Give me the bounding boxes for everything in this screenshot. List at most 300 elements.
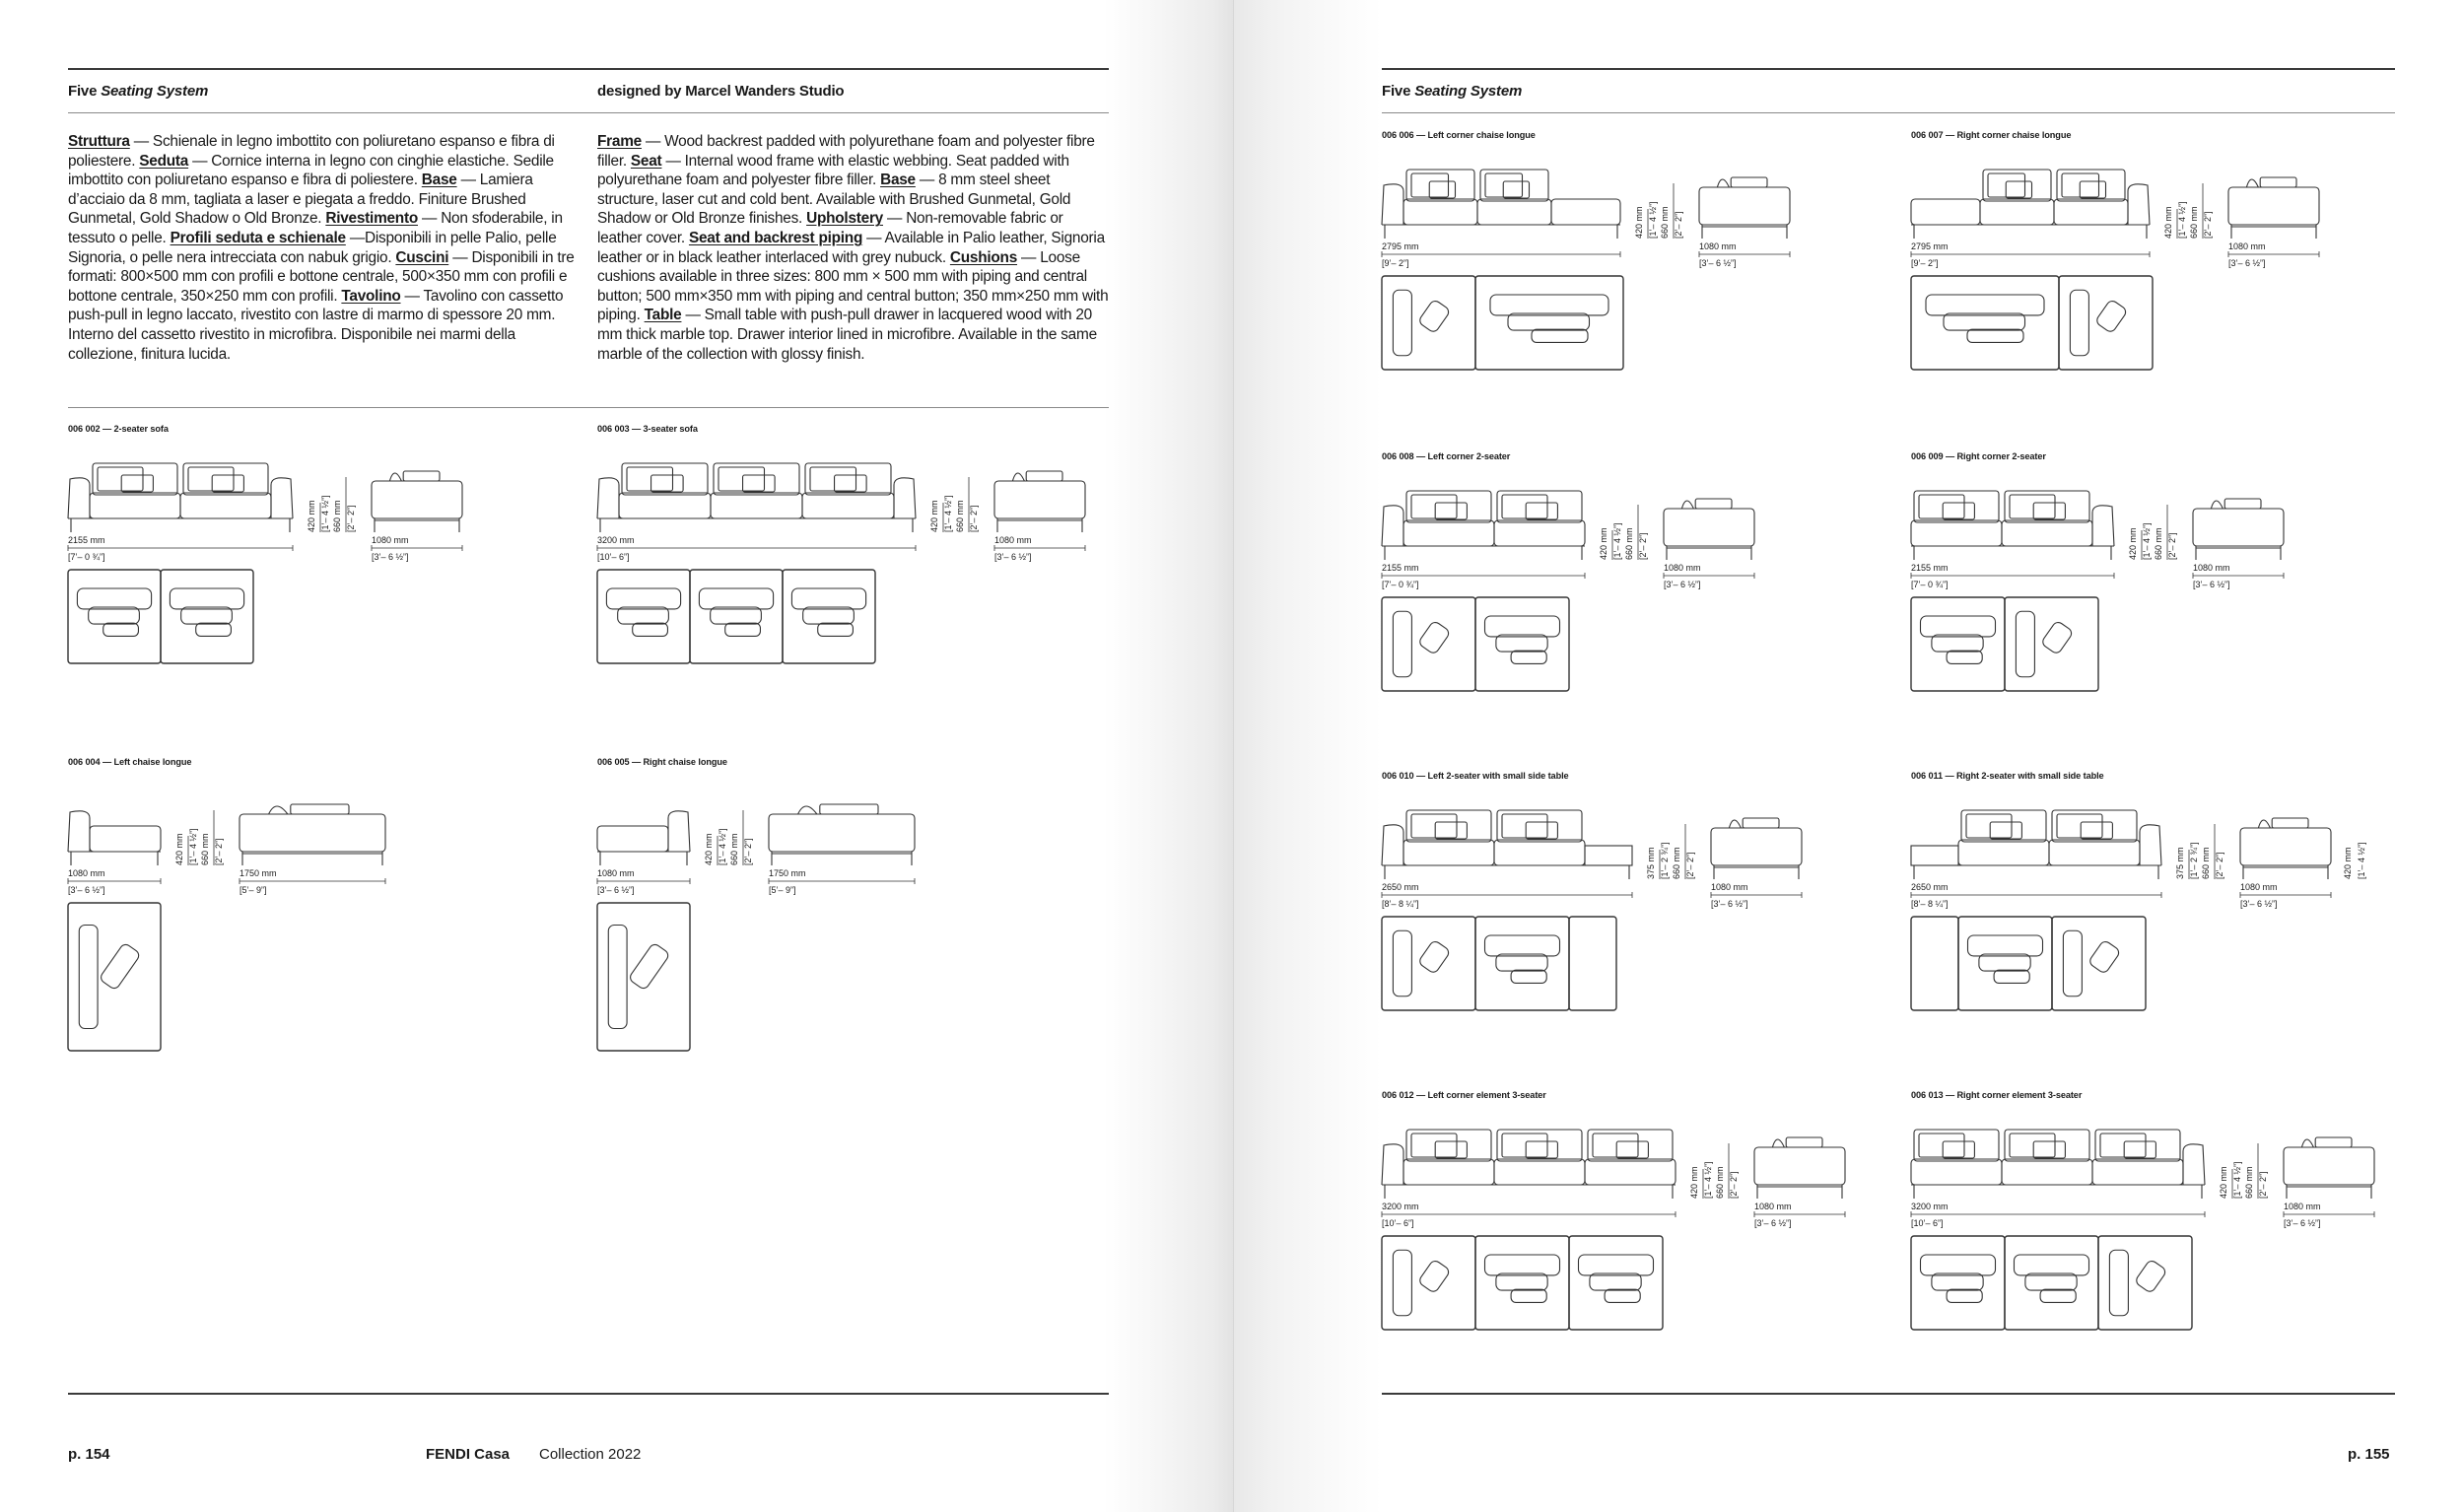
back-cushion (2100, 1134, 2146, 1157)
legs (1914, 546, 2111, 560)
spec-term: Tavolino (341, 287, 401, 305)
pillow-profile (1772, 1139, 1784, 1147)
back-cushion (810, 467, 856, 491)
total-height-mm: 660 mm (1715, 1166, 1725, 1199)
cushion-profile (2272, 818, 2308, 828)
backrest (1497, 1130, 1582, 1161)
chaise-seat (90, 826, 161, 852)
plan-module (1569, 917, 1616, 1010)
header-rule-top (68, 68, 1109, 70)
total-height-imperial: [2’– 2”] (214, 838, 224, 865)
depth-dimension-line (239, 878, 385, 884)
plan-cushion (2040, 620, 2073, 654)
plan-cushion (1508, 313, 1590, 330)
side-elevation (1711, 818, 1802, 879)
spec-text: — Small table with push-pull drawer in lacquered wood with 20 mm thick marble top. Drawer interior lined in microfibre. Available in the same marble of the collection with glossy finish. (597, 307, 1097, 363)
seat-body (1711, 828, 1802, 865)
plan-module (783, 570, 875, 663)
series-title-plain: Five (68, 83, 98, 100)
seat-height-mm: 420 mm (2163, 206, 2173, 239)
product-drawing (597, 796, 1189, 1053)
product-label: 006 009 — Right corner 2-seater (1911, 451, 2046, 461)
seat-cushion (711, 493, 802, 518)
backrest (1497, 810, 1582, 842)
plan-cushion (2094, 299, 2127, 333)
pillow-profile (1729, 820, 1741, 828)
pillow-profile (1681, 501, 1693, 509)
depth-mm: 1080 mm (2284, 1202, 2321, 1211)
seat-height-imperial: [1’– 4 ½”] (1648, 201, 1658, 239)
backrest (714, 463, 799, 495)
legs (2243, 865, 2328, 879)
throw-pillow (835, 475, 867, 492)
depth-imperial: [3’– 6 ½”] (372, 552, 409, 562)
plan-side-back (2016, 611, 2034, 677)
total-height-mm: 660 mm (1672, 847, 1681, 879)
extra-height-mm: 420 mm (2343, 847, 2353, 879)
seat-height-imperial: [1’– 4 ½”] (2232, 1161, 2242, 1199)
spec-text: — Tavolino con cassetto push-pull in legno laccato, rivestito con lastre di marmo di spessore 20 mm. Interno del cassetto rivestito in microfibra. Disponibile nei marmi della collezione, finitura lucida. (68, 287, 564, 363)
spec-term: Seduta (139, 152, 189, 170)
section-rule (68, 407, 1109, 408)
width-imperial: [10’– 6”] (597, 552, 630, 562)
throw-pillow (1503, 181, 1529, 198)
plan-cushion (1590, 1273, 1641, 1290)
plan-pillow (2040, 1289, 2076, 1302)
total-height-mm: 660 mm (729, 833, 739, 865)
plan-cushion (711, 607, 762, 624)
cushion-profile (2315, 1137, 2352, 1147)
total-height-imperial: [2’– 2”] (969, 505, 979, 532)
plan-module (1382, 597, 1475, 691)
seat-cushion (1494, 520, 1585, 546)
throw-pillow (1435, 503, 1467, 519)
width-imperial: [7’– 0 ¾”] (1911, 580, 1949, 589)
legs (71, 518, 290, 532)
front-elevation (68, 811, 161, 865)
width-dimension-line (1382, 892, 1632, 898)
side-table (1911, 846, 1958, 865)
throw-pillow (1943, 1141, 1974, 1158)
plan-cushion (99, 942, 141, 991)
depth-dimension-line (769, 878, 915, 884)
pillow-profile (389, 473, 401, 481)
front-elevation (68, 463, 293, 532)
width-mm: 3200 mm (597, 535, 635, 545)
throw-pillow (1943, 503, 1974, 519)
plan-module (1382, 1236, 1475, 1330)
spec-text: — Internal wood frame with elastic webbing. Seat padded with polyurethane foam and polyester fibre filler. (597, 152, 1069, 189)
plan-backrest (791, 588, 865, 609)
depth-dimension-line (2284, 1211, 2374, 1217)
seat-cushion (1494, 840, 1585, 865)
back-cushion (1919, 1134, 1964, 1157)
spec-text: — Wood backrest padded with polyurethane foam and polyester fibre filler. (597, 133, 1095, 170)
back-cushion (1966, 814, 2012, 838)
spec-text: — Available in Palio leather, Signoria leather or in black leather interlaced with grey nubuck. (597, 229, 1105, 266)
armrest (668, 811, 690, 852)
backrest (1914, 491, 1999, 522)
legs (2196, 546, 2281, 560)
cushion-profile (403, 471, 440, 481)
depth-dimension-line (1711, 892, 1802, 898)
armrest (68, 811, 90, 852)
product-drawing (68, 463, 659, 720)
depth-imperial: [3’– 6 ½”] (1664, 580, 1701, 589)
pillow-profile (798, 806, 817, 814)
throw-pillow (1429, 181, 1455, 198)
plan-module (1911, 597, 2005, 691)
width-imperial: [7’– 0 ¾”] (68, 552, 105, 562)
plan-module (1911, 276, 2059, 370)
depth-mm: 1080 mm (2193, 563, 2230, 573)
cushion-profile (1786, 1137, 1822, 1147)
total-height-imperial: [2’– 2”] (2215, 852, 2224, 879)
plan-side-back (2063, 930, 2082, 997)
plan-pillow (1511, 651, 1546, 663)
plan-pillow (1605, 1289, 1640, 1302)
width-dimension-line (597, 878, 690, 884)
plan-cushion (181, 607, 233, 624)
seat-cushion (180, 493, 271, 518)
side-elevation (1699, 177, 1790, 239)
throw-pillow (2080, 181, 2105, 198)
total-height-imperial: [2’– 2”] (743, 838, 753, 865)
total-height-mm: 660 mm (1660, 206, 1670, 239)
legs (1385, 546, 1582, 560)
width-mm: 2650 mm (1911, 882, 1949, 892)
armrest (2128, 184, 2150, 225)
backrest (1588, 1130, 1673, 1161)
seat-body (239, 814, 385, 852)
width-dimension-line (1911, 251, 2150, 257)
depth-dimension-line (1699, 251, 1790, 257)
plan-cushion (1496, 954, 1547, 971)
chaise-seat (1551, 199, 1620, 225)
seat-body (2193, 509, 2284, 546)
backrest (1497, 491, 1582, 522)
product-drawing (1382, 1130, 1973, 1386)
cushion-profile (1026, 471, 1062, 481)
plan-cushion (628, 942, 670, 991)
depth-mm: 1750 mm (239, 868, 277, 878)
plan-module (2052, 917, 2146, 1010)
total-height-imperial: [2’– 2”] (1685, 852, 1695, 879)
collection-name: Collection 2022 (539, 1446, 642, 1463)
width-mm: 3200 mm (1382, 1202, 1419, 1211)
seat-height-imperial: [1’– 4 ½”] (1612, 522, 1622, 560)
plan-side-back (79, 926, 98, 1029)
plan-module (1382, 276, 1475, 370)
plan-view (597, 570, 875, 663)
side-elevation (769, 804, 915, 865)
throw-pillow (121, 475, 153, 492)
plan-module (68, 570, 161, 663)
plan-module (1475, 597, 1569, 691)
plan-module (2059, 276, 2153, 370)
plan-side-back (1393, 611, 1411, 677)
throw-pillow (2124, 1141, 2155, 1158)
back-cushion (718, 467, 765, 491)
armrest (1382, 184, 1403, 225)
product-label: 006 004 — Left chaise longue (68, 757, 192, 767)
plan-cushion (2087, 939, 2120, 974)
cushion-profile (820, 804, 878, 814)
product-label: 006 011 — Right 2-seater with small side table (1911, 771, 2104, 781)
pillow-profile (2258, 820, 2270, 828)
seat-cushion (1403, 199, 1477, 225)
footer-rule (1382, 1393, 2395, 1395)
seat-height-imperial: [1’– 4 ½”] (320, 495, 330, 532)
plan-view (68, 903, 161, 1051)
backrest (805, 463, 891, 495)
plan-view (1911, 1236, 2192, 1330)
cushion-profile (1731, 177, 1767, 187)
front-elevation (1382, 491, 1585, 560)
cushion-profile (291, 804, 349, 814)
plan-view (1382, 1236, 1663, 1330)
armrest (2140, 825, 2161, 865)
cushion-profile (1743, 818, 1779, 828)
pillow-profile (2211, 501, 2223, 509)
seat-height-mm: 420 mm (1599, 527, 1608, 560)
depth-imperial: [3’– 6 ½”] (2193, 580, 2230, 589)
spec-text: — Schienale in legno imbottito con poliuretano espanso e fibra di poliestere. (68, 133, 555, 170)
series-title (1382, 83, 1522, 100)
plan-backrest (699, 588, 773, 609)
throw-pillow (1616, 1141, 1648, 1158)
seat-height-mm: 420 mm (929, 500, 939, 532)
legs (242, 852, 382, 865)
plan-cushion (803, 607, 855, 624)
plan-module (1911, 1236, 2005, 1330)
total-height-imperial: [2’– 2”] (346, 505, 356, 532)
seat-body (1699, 187, 1790, 225)
throw-pillow (743, 475, 776, 492)
seat-height-imperial: [1’– 4 ½”] (1703, 1161, 1713, 1199)
plan-module (597, 903, 690, 1051)
front-elevation (1382, 810, 1632, 879)
legs (772, 852, 912, 865)
plan-cushion (1417, 939, 1450, 974)
side-elevation (994, 471, 1085, 532)
legs (1385, 225, 1617, 239)
spec-term: Frame (597, 133, 642, 150)
plan-module (2005, 597, 2098, 691)
back-cushion (1411, 495, 1457, 518)
seat-cushion (1585, 1159, 1676, 1185)
total-height-imperial: [2’– 2”] (1674, 211, 1683, 239)
throw-pillow (1435, 822, 1467, 839)
back-cushion (1919, 495, 1964, 518)
width-mm: 2155 mm (1911, 563, 1949, 573)
front-elevation (1911, 810, 2161, 879)
plan-side-back (608, 926, 627, 1029)
spec-term: Cuscini (395, 248, 449, 266)
backrest (2005, 491, 2089, 522)
plan-pillow (725, 623, 761, 636)
brand-name: FENDI Casa (426, 1446, 511, 1463)
header-rule-top (1382, 68, 2395, 70)
side-elevation (239, 804, 385, 865)
total-height-mm: 660 mm (2201, 847, 2211, 879)
width-imperial: [10’– 6”] (1382, 1218, 1414, 1228)
total-height-mm: 660 mm (200, 833, 210, 865)
side-elevation (2284, 1137, 2374, 1199)
plan-backrest (1921, 1255, 1996, 1275)
front-elevation (1382, 1130, 1676, 1199)
seat-height-imperial: [1’– 2 ¾”] (2189, 842, 2199, 879)
width-mm: 2155 mm (68, 535, 105, 545)
total-height-mm: 660 mm (332, 500, 342, 532)
product-label: 006 005 — Right chaise longue (597, 757, 727, 767)
backrest (1406, 170, 1474, 201)
description-english (597, 132, 1110, 364)
plan-backrest (1485, 1255, 1560, 1275)
plan-pillow (1532, 329, 1588, 342)
depth-mm: 1080 mm (1699, 241, 1737, 251)
seat-cushion (2092, 1159, 2183, 1185)
seat-cushion (2054, 199, 2128, 225)
width-mm: 1080 mm (68, 868, 105, 878)
width-mm: 2795 mm (1382, 241, 1419, 251)
seat-height-imperial: [1’– 4 ½”] (2142, 522, 2152, 560)
width-imperial: [8’– 8 ¼”] (1382, 899, 1419, 909)
back-cushion (1411, 814, 1457, 838)
throw-pillow (1435, 1141, 1467, 1158)
cushion-profile (2260, 177, 2296, 187)
plan-cushion (618, 607, 669, 624)
plan-module (68, 903, 161, 1051)
seat-height-mm: 375 mm (2175, 847, 2185, 879)
plan-pillow (103, 623, 139, 636)
plan-cushion (1944, 313, 2025, 330)
total-height-imperial: [2’– 2”] (2258, 1171, 2268, 1199)
plan-module (690, 570, 783, 663)
backrest (183, 463, 268, 495)
spec-text: — 8 mm steel sheet structure, laser cut and cold bent. Available with Brushed Gunmetal, Gold Shadow or Old Bronze finishes. (597, 172, 1071, 228)
throw-pillow (212, 475, 243, 492)
plan-backrest (1921, 616, 1996, 637)
backrest (1480, 170, 1548, 201)
seat-height-mm: 420 mm (1689, 1166, 1699, 1199)
depth-imperial: [3’– 6 ½”] (1754, 1218, 1792, 1228)
width-mm: 3200 mm (1911, 1202, 1949, 1211)
backrest (2005, 1130, 2089, 1161)
plan-view (1911, 917, 2146, 1010)
plan-pillow (1994, 970, 2029, 983)
product-drawing (1382, 170, 1973, 426)
side-table (1585, 846, 1632, 865)
plan-view (1911, 276, 2153, 370)
plan-side-back (2070, 290, 2088, 356)
seat-height-imperial: [1’– 4 ½”] (2177, 201, 2187, 239)
spec-text: — Non sfoderabile, in tessuto o pelle. (68, 210, 563, 246)
product-drawing (1911, 1130, 2463, 1386)
depth-imperial: [5’– 9”] (769, 885, 796, 895)
seat-body (2284, 1147, 2374, 1185)
header-rule-bottom (1382, 112, 2395, 113)
depth-imperial: [3’– 6 ½”] (2284, 1218, 2321, 1228)
series-title (68, 83, 208, 100)
seat-cushion (2002, 520, 2092, 546)
depth-mm: 1080 mm (1754, 1202, 1792, 1211)
side-elevation (1664, 499, 1754, 560)
spec-text: — Disponibili in tre formati: 800×500 mm con profili e bottone centrale, 500×350 mm con profili e bottone centrale, 350×250 mm con profili. (68, 248, 575, 305)
series-title-italic: Seating System (1414, 83, 1523, 100)
width-imperial: [3’– 6 ½”] (68, 885, 105, 895)
plan-side-back (1393, 1250, 1411, 1316)
armrest (1382, 1144, 1403, 1185)
plan-backrest (1968, 935, 2043, 956)
seat-body (372, 481, 462, 518)
width-dimension-line (68, 545, 293, 551)
plan-module (2098, 1236, 2192, 1330)
spec-text: — Lamiera d’acciaio da 8 mm, tagliata a laser e piegata a freddo. Finiture Brushed Gunmetal, Gold Shadow o Old Bronze. (68, 172, 533, 228)
plan-view (68, 570, 253, 663)
backrest (1406, 1130, 1491, 1161)
legs (600, 518, 913, 532)
page-number: p. 154 (68, 1446, 110, 1463)
throw-pillow (2081, 822, 2112, 839)
width-dimension-line (1382, 573, 1585, 579)
plan-cushion (2134, 1259, 2166, 1293)
plan-module (1475, 917, 1569, 1010)
seat-cushion (1911, 1159, 2002, 1185)
spec-text: — Loose cushions available in three sizes: 800 mm × 500 mm with piping and central button; 500 mm×350 mm with piping and central button; 350 mm×250 mm with piping. (597, 248, 1109, 324)
seat-height-mm: 375 mm (1646, 847, 1656, 879)
armrest (2092, 506, 2114, 546)
plan-backrest (2015, 1255, 2089, 1275)
side-elevation (2228, 177, 2319, 239)
spec-term: Rivestimento (325, 210, 418, 228)
throw-pillow (1526, 822, 1557, 839)
plan-module (161, 570, 253, 663)
plan-backrest (1579, 1255, 1654, 1275)
series-title-italic: Seating System (101, 83, 209, 100)
seat-cushion (619, 493, 711, 518)
back-cushion (1502, 814, 1547, 838)
seat-height-mm: 420 mm (2219, 1166, 2228, 1199)
seat-cushion (1911, 520, 2002, 546)
plan-cushion (1932, 635, 1983, 652)
side-elevation (2240, 818, 2331, 879)
seat-cushion (1403, 520, 1494, 546)
spec-term: Seat (630, 152, 662, 170)
plan-pillow (1511, 970, 1546, 983)
spec-term: Profili seduta e schienale (170, 229, 346, 246)
armrest (597, 478, 619, 518)
pillow-profile (2246, 179, 2258, 187)
right-page (1234, 0, 2463, 1512)
armrest (2183, 1144, 2205, 1185)
armrest (1382, 825, 1403, 865)
legs (375, 518, 459, 532)
total-height-mm: 660 mm (2154, 527, 2163, 560)
plan-pillow (1947, 651, 1982, 663)
throw-pillow (651, 475, 684, 492)
backrest (1406, 810, 1491, 842)
backrest (93, 463, 177, 495)
seat-height-imperial: [1’– 2 ¾”] (1660, 842, 1670, 879)
plan-view (1382, 597, 1569, 691)
product-drawing (68, 796, 659, 1053)
plan-cushion (1979, 954, 2030, 971)
armrest (271, 478, 293, 518)
pillow-profile (1717, 179, 1729, 187)
depth-dimension-line (994, 545, 1085, 551)
back-cushion (2010, 495, 2055, 518)
